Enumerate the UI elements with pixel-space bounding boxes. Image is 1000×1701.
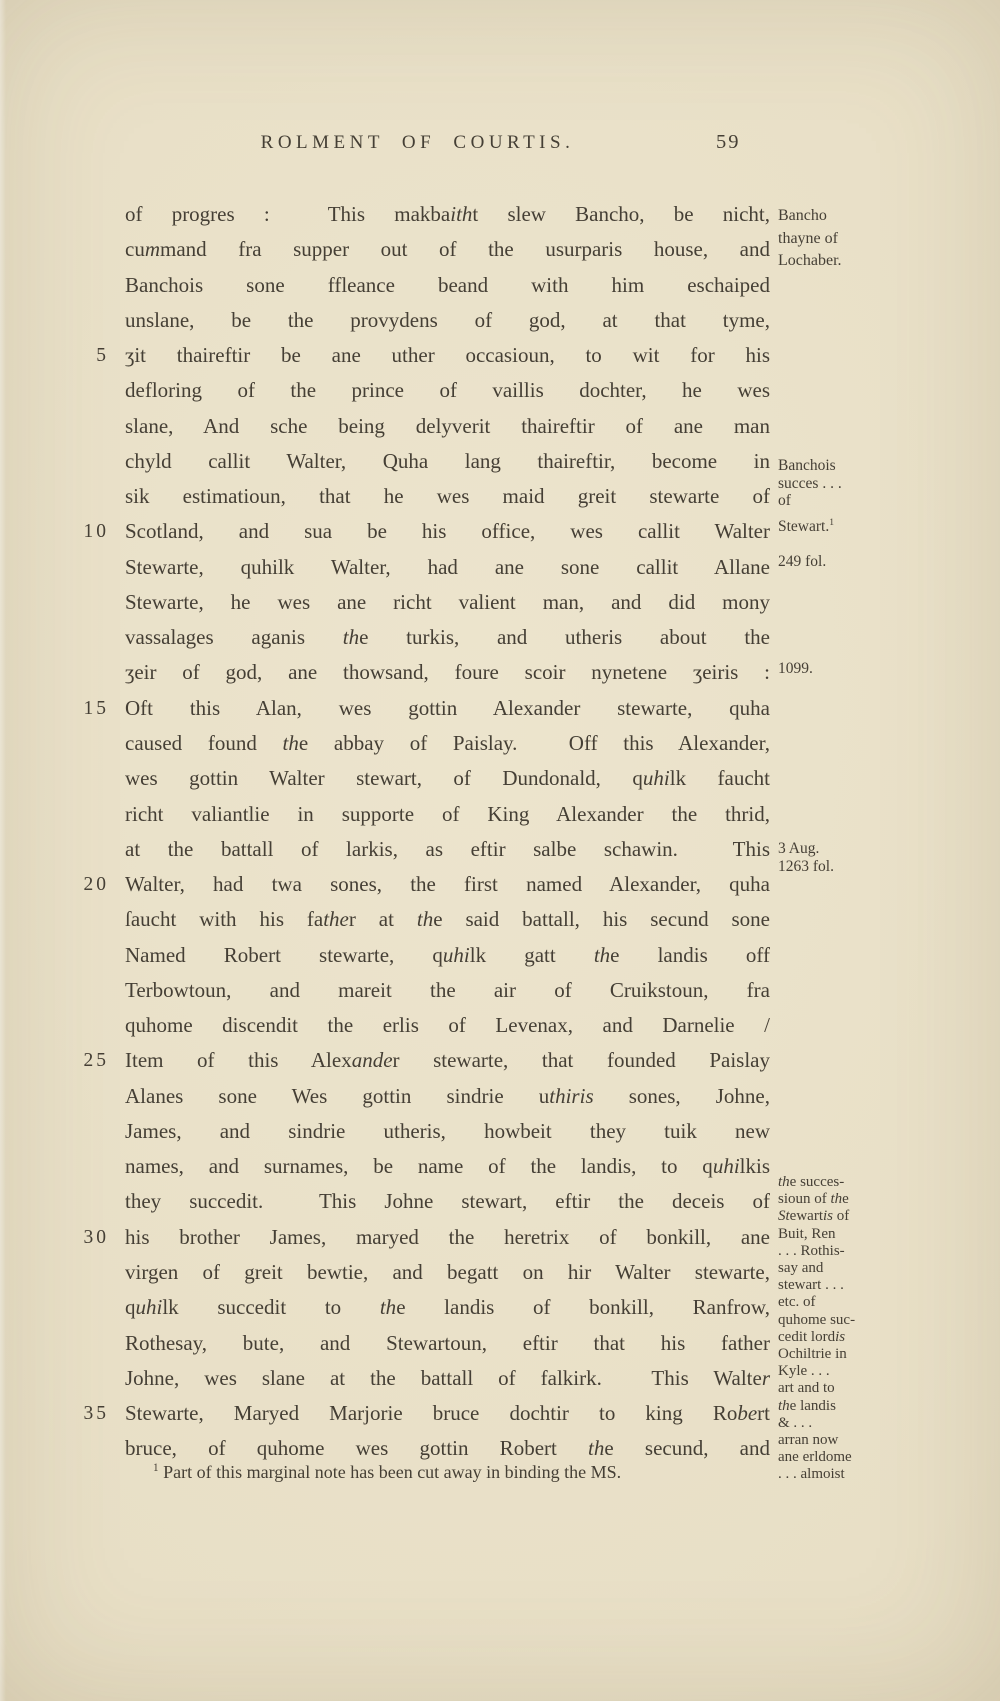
body-line-text: Rothesay, bute, and Stewartoun, eftir that his father (125, 1330, 770, 1355)
margin-note-line: arran now (778, 1432, 839, 1449)
body-line (65, 797, 775, 832)
body-line-text: virgen of greit bewtie, and begatt on hir Walter stewarte, (125, 1259, 770, 1284)
body-line-text: defloring of the prince of vaillis dochter, he wes (125, 378, 770, 403)
body-line (65, 691, 775, 726)
margin-note-line: 249 fol. (778, 553, 827, 570)
body-line (65, 268, 775, 303)
margin-note-line: ane erldome (778, 1449, 852, 1466)
margin-note-line: Buit, Ren (778, 1225, 836, 1242)
body-line-text: Johne, wes slane at the battall of falkirk. This Walter (125, 1365, 770, 1390)
body-line (65, 585, 775, 620)
line-number (65, 655, 125, 690)
body-line (65, 1396, 775, 1431)
body-line-text: vassalages aganis the turkis, and utheris about the (125, 625, 770, 650)
margin-note-line: say and (778, 1260, 824, 1277)
margin-note-line: Banchois (778, 457, 836, 474)
margin-note-line: Lochaber. (778, 252, 842, 269)
line-number: 10 (83, 521, 109, 543)
body-line-text: sik estimatioun, that he wes maid greit stewarte of (125, 484, 770, 509)
body-line-text: they succedit. This Johne stewart, eftir the deceis of (125, 1189, 770, 1214)
margin-note-line: art and to (778, 1380, 835, 1397)
line-number: 30 (83, 1226, 109, 1248)
margin-note-line: etc. of (778, 1294, 816, 1311)
body-line (65, 1114, 775, 1149)
body-line-text: Stewarte, he wes ane richt valient man, and did mony (125, 589, 770, 614)
body-line-text: slane, And sche being delyverit thaireftir of ane man (125, 413, 770, 438)
body-line (65, 761, 775, 796)
line-number (65, 1255, 125, 1290)
line-number (65, 1326, 125, 1361)
line-number (65, 444, 125, 479)
margin-note-line: thayne of (778, 229, 838, 247)
line-number (65, 761, 125, 796)
body-line (65, 1043, 775, 1078)
body-line-text: bruce, of quhome wes gottin Robert the secund, and (125, 1436, 770, 1461)
body-line-text: wes gottin Walter stewart, of Dundonald, quhilk faucht (125, 766, 770, 791)
line-number (65, 479, 125, 514)
body-line-text: at the battall of larkis, as eftir salbe schawin. This (125, 836, 770, 861)
line-number (65, 1184, 125, 1219)
margin-note-line: sioun of the (778, 1191, 849, 1208)
margin-note (778, 840, 978, 876)
line-number (65, 620, 125, 655)
margin-note-line: succes . . . (778, 474, 842, 492)
body-line-text: Alanes sone Wes gottin sindrie uthiris sones, Johne, (125, 1083, 770, 1108)
body-line (65, 479, 775, 514)
body-line (65, 867, 775, 902)
margin-note-line: the succes- (778, 1174, 845, 1190)
body-line (65, 1361, 775, 1396)
body-line-text: unslane, be the provydens of god, at that tyme, (125, 307, 770, 332)
margin-note-line: 1263 fol. (778, 858, 834, 875)
line-number: 15 (83, 697, 109, 719)
margin-note-line: 1099. (778, 660, 813, 677)
margin-note-line: 3 Aug. (778, 840, 820, 857)
body-line-text: richt valiantlie in supporte of King Alexander the thrid, (125, 801, 770, 826)
body-line-text: his brother James, maryed the heretrix of bonkill, ane (125, 1224, 770, 1249)
body-line (65, 550, 775, 585)
line-number (65, 1290, 125, 1325)
body-line-text: of progres : This makbaitht slew Bancho, be nicht, (125, 202, 770, 226)
line-number (65, 938, 125, 973)
body-line (65, 232, 775, 267)
margin-note-line: & . . . (778, 1414, 813, 1431)
body-line (65, 1008, 775, 1043)
line-number (65, 1008, 125, 1043)
line-number: 25 (83, 1050, 109, 1072)
running-header: ROLMENT OF COURTIS. (260, 132, 575, 153)
line-number (65, 1361, 125, 1396)
body-line (65, 1326, 775, 1361)
body-line-text: names, and surnames, be name of the landis, to quhilkis (125, 1154, 770, 1179)
line-number (65, 797, 125, 832)
body-line-text: cummand fra supper out of the usurparis house, and (125, 237, 770, 262)
margin-note-line: Ochiltrie in (778, 1346, 847, 1363)
body-line (65, 1220, 775, 1255)
margin-note (778, 1174, 978, 1484)
body-line-text: Item of this Alexander stewarte, that founded Paislay (125, 1048, 770, 1073)
body-line-text: quhome discendit the erlis of Levenax, and Darnelie / (125, 1013, 770, 1038)
body-line-text: Named Robert stewarte, quhilk gatt the landis off (125, 942, 770, 967)
body-line-text: ſaucht with his father at the said battall, his secund sone (125, 907, 770, 932)
line-number (65, 197, 125, 232)
margin-note (778, 660, 978, 678)
margin-note-line: . . . almoist (778, 1466, 845, 1483)
body-line (65, 1079, 775, 1114)
body-line (65, 1184, 775, 1219)
line-number (65, 1149, 125, 1184)
line-number (65, 409, 125, 444)
margin-note-line: stewart . . . (778, 1277, 844, 1294)
body-line (65, 832, 775, 867)
body-line (65, 973, 775, 1008)
margin-note-line: Bancho (778, 207, 827, 224)
margin-note-line: of (778, 492, 791, 509)
line-number (65, 1431, 125, 1466)
line-number (65, 303, 125, 338)
body-line (65, 514, 775, 549)
line-number: 20 (83, 874, 109, 896)
margin-note (778, 518, 978, 536)
body-line-text: quhilk succedit to the landis of bonkill, Ranfrow, (125, 1295, 770, 1320)
margin-note-line: Kyle . . . (778, 1363, 830, 1380)
line-number (65, 585, 125, 620)
line-number (65, 832, 125, 867)
line-number (65, 550, 125, 585)
body-line (65, 373, 775, 408)
margin-note (778, 205, 978, 273)
body-line (65, 444, 775, 479)
line-number (65, 232, 125, 267)
body-line (65, 938, 775, 973)
body-line-text: Stewarte, Maryed Marjorie bruce dochtir to king Robert (125, 1401, 770, 1426)
margin-note (778, 553, 978, 571)
margin-note (778, 457, 978, 510)
body-line (65, 1149, 775, 1184)
line-number: 35 (83, 1403, 109, 1425)
line-number: 5 (96, 345, 109, 367)
body-line (65, 338, 775, 373)
margin-note-line: the landis (778, 1397, 836, 1414)
line-number (65, 268, 125, 303)
margin-note-line: Stewartis of (778, 1208, 850, 1225)
body-line-text: James, and sindrie utheris, howbeit they tuik new (125, 1118, 770, 1143)
body-line (65, 902, 775, 937)
line-number (65, 973, 125, 1008)
body-line (65, 303, 775, 338)
body-text (65, 197, 775, 1467)
page-number: 59 (716, 131, 741, 153)
line-number (65, 1079, 125, 1114)
line-number (65, 902, 125, 937)
body-line-text: Terbowtoun, and mareit the air of Cruikstoun, fra (125, 977, 770, 1002)
body-line-text: Scotland, and sua be his office, wes callit Walter (125, 519, 770, 544)
body-line-text: ʒeir of god, ane thowsand, foure scoir nynetene ʒeiris : (125, 660, 770, 685)
line-number (65, 1114, 125, 1149)
margin-note-line: Stewart.$^1$ (778, 516, 835, 535)
body-line-text: Banchois sone ffleance beand with him eschaiped (125, 272, 770, 297)
footnote: $^1$ Part of this marginal note has been cut away in binding the MS. (153, 1462, 622, 1482)
margin-note-line: . . . Rothis- (778, 1242, 845, 1259)
line-number (65, 726, 125, 761)
body-line-text: chyld callit Walter, Quha lang thaireftir, become in (125, 448, 770, 473)
margin-note-line: cedit lordis (778, 1328, 846, 1345)
body-line (65, 1255, 775, 1290)
body-line-text: Oft this Alan, wes gottin Alexander stewarte, quha (125, 695, 770, 720)
line-number (65, 373, 125, 408)
body-line (65, 197, 775, 232)
body-line (65, 726, 775, 761)
body-line (65, 620, 775, 655)
body-line (65, 409, 775, 444)
body-line (65, 1290, 775, 1325)
body-line (65, 655, 775, 690)
body-line-text: Walter, had twa sones, the first named Alexander, quha (125, 872, 770, 897)
body-line-text: ʒit thaireftir be ane uther occasioun, to wit for his (125, 343, 770, 368)
body-line-text: caused found the abbay of Paislay. Off this Alexander, (125, 730, 770, 755)
margin-note-line: quhome suc- (778, 1311, 856, 1328)
body-line-text: Stewarte, quhilk Walter, had ane sone callit Allane (125, 554, 770, 579)
